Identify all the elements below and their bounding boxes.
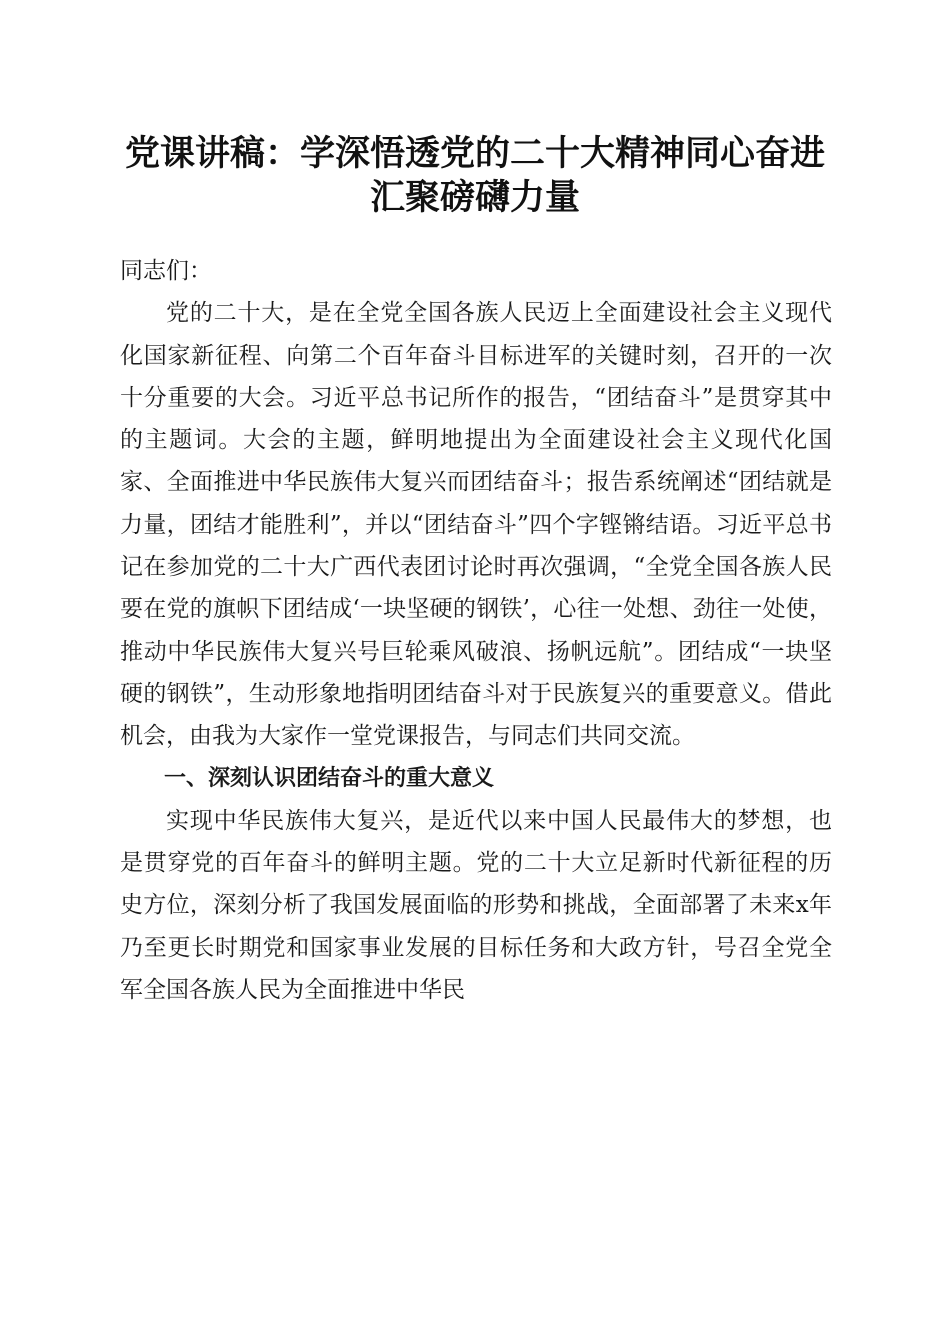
document-title: [100, 132, 850, 220]
intro-paragraph: 党的二十大，是在全党全国各族人民迈上全面建设社会主义现代化国家新征程、向第二个百年奋斗目标进军的关键时刻，召开的一次十分重要的大会。习近平总书记所作的报告，“团结奋斗”是贯穿其中的主题词。大会的主题，鲜明地提出为全面建设社会主义现代化国家、全面推进中华民族伟大复兴而团结奋斗；报告系统阐述“团结就是力量，团结才能胜利”，并以“团结奋斗”四个字铿锵结语。习近平总书记在参加党的二十大广西代表团讨论时再次强调，“全党全国各族人民要在党的旗帜下团结成‘一块坚硬的钢铁’，心往一处想、劲往一处使，推动中华民族伟大复兴号巨轮乘风破浪、扬帆远航”。团结成“一块坚硬的钢铁”，生动形象地指明团结奋斗对于民族复兴的重要意义。借此机会，由我为大家作一堂党课报告，与同志们共同交流。: [120, 300, 832, 750]
section-paragraph: 实现中华民族伟大复兴，是近代以来中国人民最伟大的梦想，也是贯穿党的百年奋斗的鲜明主题。党的二十大立足新时代新征程的历史方位，深刻分析了我国发展面临的形势和挑战，全面部署了未来x年乃至更长时期党和国家事业发展的目标任务和大政方针，号召全党全军全国各族人民为全面推进中华民: [120, 807, 832, 1004]
section-heading: 一、深刻认识团结奋斗的重大意义: [164, 765, 495, 791]
title-line-2: 汇聚磅礴力量: [369, 177, 580, 218]
document-body: [120, 250, 832, 1011]
title-line-1: 党课讲稿：学深悟透党的二十大精神同心奋进: [124, 133, 825, 174]
salutation: 同志们：: [120, 258, 212, 284]
